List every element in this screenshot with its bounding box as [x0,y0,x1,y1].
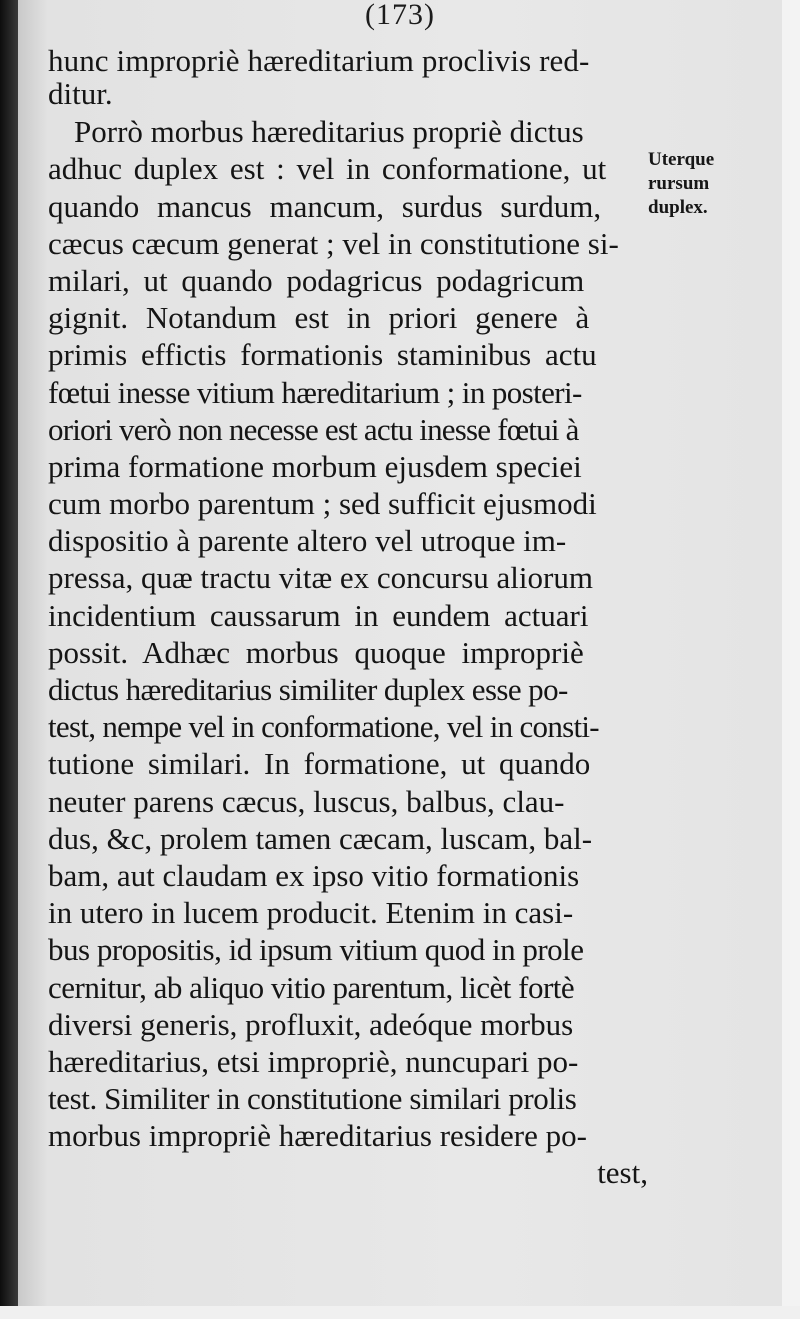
text-line: morbus impropriè hæreditarius residere po- [48,1118,587,1154]
page-edge-bottom [0,1306,800,1319]
text-line: pressa, quæ tractu vitæ ex concursu aliorum [48,560,593,596]
text-line: tutione similari. In formatione, ut quando [48,746,591,782]
text-line: quando mancus mancum, surdus surdum, [48,188,602,224]
text-line: dus, &c, prolem tamen cæcam, luscam, bal- [48,820,593,856]
body-text [48,42,648,1192]
text-line: primis effictis formationis staminibus actu [48,337,597,373]
text-line: cum morbo parentum ; sed sufficit ejusmodi [48,486,597,522]
text-line: hunc impropriè hæreditarium proclivis red- [48,43,590,78]
text-line: fœtui inesse vitium hæreditarium ; in posteri- [48,374,582,410]
text-line: test, nempe vel in conformatione, vel in consti- [48,709,599,745]
text-line: bam, aut claudam ex ipso vitio formationis [48,857,580,893]
text-line: milari, ut quando podagricus podagricum [48,262,585,298]
text-line: oriori verò non necesse est actu inesse fœtui à [48,411,579,447]
text-line: test, [597,1155,648,1191]
text-line: gignit. Notandum est in priori genere à [48,300,590,336]
margin-note [648,148,778,220]
text-line: dispositio à parente altero vel utroque im- [48,523,567,559]
text-line: adhuc duplex est : vel in conformatione, ut [48,151,607,187]
text-line: dictus hæreditarius similiter duplex esse po- [48,672,568,707]
margin-note-line: rursum [648,173,710,194]
text-line: in utero in lucem producit. Etenim in casi- [48,895,574,931]
text-line: bus propositis, id ipsum vitium quod in prole [48,932,584,968]
text-line: hæreditarius, etsi impropriè, nuncupari po- [48,1043,579,1079]
text-line: neuter parens cæcus, luscus, balbus, clau- [48,783,565,819]
text-line: incidentium caussarum in eundem actuari [48,597,589,633]
text-line: Porrò morbus hæreditarius propriè dictus [74,114,584,150]
text-line: possit. Adhæc morbus quoque impropriè [48,634,584,670]
book-gutter [0,0,18,1319]
page-number: (173) [365,0,435,31]
margin-note-line: duplex. [648,197,708,218]
text-line: ditur. [48,76,113,112]
text-line: diversi generis, profluxit, adeóque morbus [48,1006,574,1042]
text-line: cernitur, ab aliquo vitio parentum, licèt fortè [48,969,575,1005]
text-line: test. Similiter in constitutione similari prolis [48,1081,577,1117]
text-line: prima formatione morbum ejusdem speciei [48,448,582,484]
margin-note-line: Uterque [648,149,715,170]
book-page [18,0,782,1306]
page-edge-right [782,0,800,1319]
text-line: cæcus cæcum generat ; vel in constitutione si- [48,225,619,261]
